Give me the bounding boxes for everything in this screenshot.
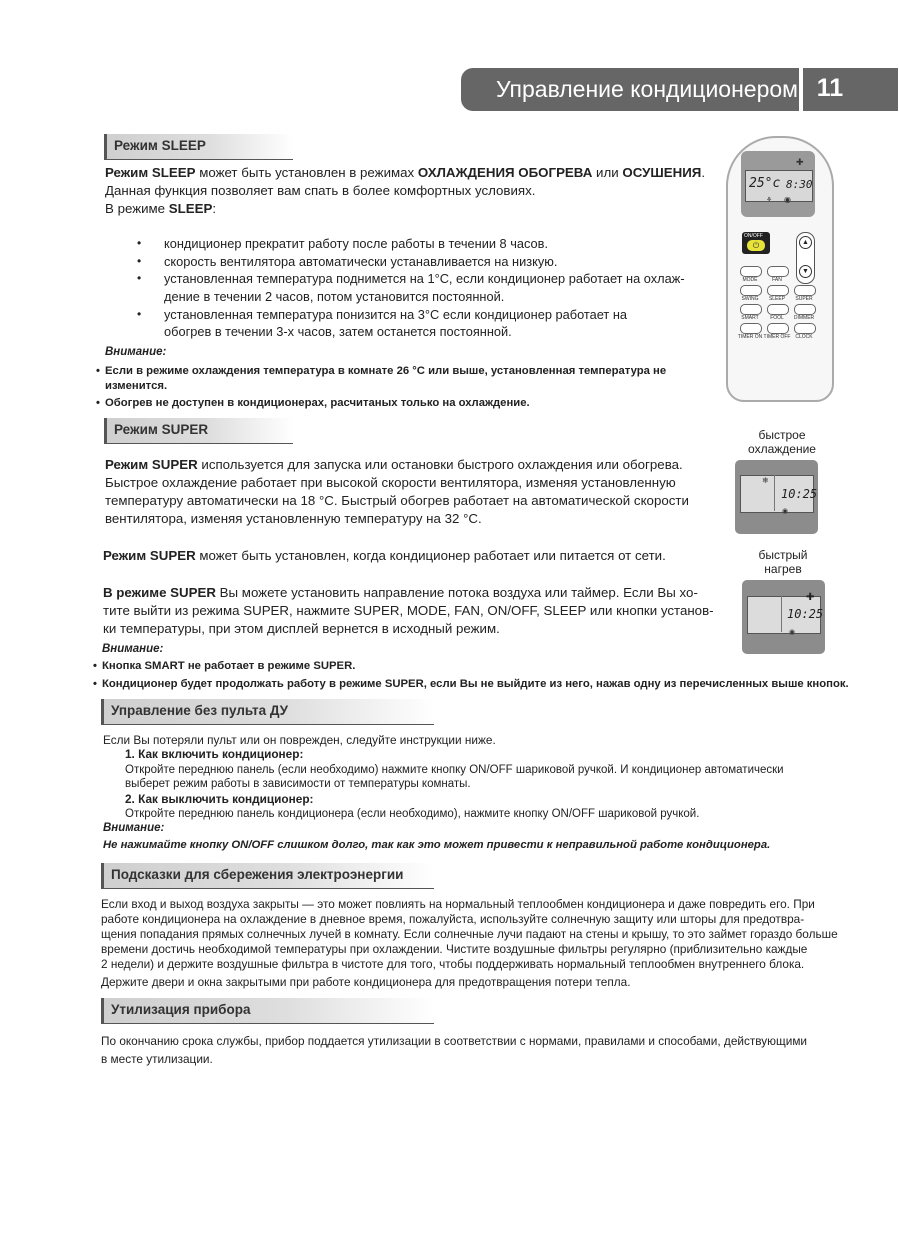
noremote-warning: Не нажимайте кнопку ON/OFF слишком долго, так как это может привести к неправильной работе кондиционера.: [103, 839, 771, 851]
mode-button[interactable]: [740, 266, 762, 277]
sun-icon: ◉: [782, 508, 789, 515]
section-heading-sleep: Режим SLEEP: [104, 134, 293, 160]
page-number: 11: [816, 74, 844, 102]
bullet-dot: •: [93, 678, 97, 690]
sleep-bullet-3: установленная температура поднимется на 1°C, если кондиционер работает на охлаж-: [164, 271, 685, 286]
disposal-line-1: По окончанию срока службы, прибор поддается утилизации в соответствии с нормами, правилами и способами, действующими: [101, 1034, 808, 1048]
sleep-warning-2: Обогрев не доступен в кондиционерах, расчитаных только на охлаждение.: [105, 397, 530, 409]
sleep-note-label: Внимание:: [105, 346, 167, 358]
clock-button[interactable]: [794, 323, 816, 334]
lcd-divider: [781, 596, 782, 632]
remote-lcd-time: 8:30: [786, 178, 813, 191]
smart-label: SMART: [741, 315, 759, 321]
temp-down-button[interactable]: ▼: [799, 265, 812, 278]
super-label: SUPER: [795, 296, 813, 302]
super-warning-2: Кондиционер будет продолжать работу в режиме SUPER, если Вы не выйдите из него, нажав одну из перечисленных выше кнопок.: [102, 678, 849, 690]
cool-caption-1: быстрое: [758, 428, 806, 442]
sun-icon: ◉: [784, 195, 791, 204]
noremote-step1-line-2: выберет режим работы в зависимости от температуры комнаты.: [125, 778, 471, 790]
sleep-warning-1-cont: изменится.: [105, 380, 168, 392]
noremote-note-label: Внимание:: [103, 822, 165, 834]
super-p3-line-2: тите выйти из режима SUPER, нажмите SUPER, MODE, FAN, ON/OFF, SLEEP или кнопки установ-: [103, 603, 714, 618]
bullet-dot: •: [96, 397, 100, 409]
bullet-dot: •: [137, 307, 142, 321]
heat-lcd-time: 10:25: [787, 607, 824, 621]
clock-label: CLOCK: [795, 334, 813, 340]
sleep-bullet-3-cont: дение в течении 2 часов, потом установится постоянной.: [164, 289, 505, 304]
sleep-line-2: Данная функция позволяет вам спать в более комфортных условиях.: [105, 183, 536, 198]
energy-line-3: щения попадания прямых солнечных лучей в комнату. Если солнечные лучи падают на стены и крышу, то это займет гораздо больше: [101, 927, 838, 941]
fan-label: FAN: [772, 277, 782, 283]
super-p1-line-1: Режим SUPER используется для запуска или остановки быстрого охлаждения или обогрева.: [105, 457, 683, 472]
super-p3-line-1: В режиме SUPER Вы можете установить направление потока воздуха или таймер. Если Вы хо-: [103, 585, 698, 600]
remote-lcd-temp: 25°c: [749, 176, 781, 191]
bullet-dot: •: [93, 660, 97, 672]
section-heading-no-remote: Управление без пульта ДУ: [101, 699, 434, 725]
cool-lcd-time: 10:25: [781, 487, 818, 501]
bullet-dot: •: [96, 365, 100, 377]
noremote-step2-line-1: Откройте переднюю панель кондиционера (если необходимо), нажмите кнопку ON/OFF шариковой ручкой.: [125, 808, 700, 820]
super-p1-line-2: Быстрое охлаждение работает при высокой скорости вентилятора, изменяя установленную: [105, 475, 676, 490]
super-button[interactable]: [794, 285, 816, 296]
dimmer-label: DIMMER: [793, 315, 815, 321]
sleep-bullet-1: кондиционер прекратит работу после работы в течении 8 часов.: [164, 236, 549, 251]
energy-line-4: времени достичь необходимой температуры при охлаждении. Чистите воздушные фильтры регулярно (приблизительно каждые: [101, 942, 808, 956]
noremote-intro: Если Вы потеряли пульт или он поврежден, следуйте инструкции ниже.: [103, 733, 496, 747]
sleep-button[interactable]: [767, 285, 789, 296]
fool-button[interactable]: [767, 304, 789, 315]
snowflake-icon: ❄: [762, 476, 769, 485]
sleep-warning-1: Если в режиме охлаждения температура в комнате 26 °С или выше, установленная температура не: [105, 365, 667, 377]
super-p1-line-4: вентилятора, изменяя установленную температуру на 32 °С.: [105, 511, 482, 526]
cool-caption-2: охлаждение: [748, 442, 816, 456]
super-warning-1: Кнопка SMART не работает в режиме SUPER.: [102, 660, 356, 672]
timer-off-label: TIMER OFF: [763, 334, 791, 340]
super-p1-line-3: температуру автоматически на 18 °С. Быстрый обогрев работает на автоматической скорости: [105, 493, 689, 508]
header-divider: [799, 68, 803, 111]
dimmer-button[interactable]: [794, 304, 816, 315]
super-note-label: Внимание:: [102, 643, 164, 655]
heat-caption-2: нагрев: [764, 562, 802, 576]
noremote-step1-line-1: Откройте переднюю панель (если необходимо) нажмите кнопку ON/OFF шариковой ручкой. И кондиционер автоматически: [125, 764, 784, 776]
section-heading-super: Режим SUPER: [104, 418, 293, 444]
sleep-bullet-4: установленная температура понизится на 3°C если кондиционер работает на: [164, 307, 628, 322]
section-heading-disposal: Утилизация прибора: [101, 998, 434, 1024]
swing-button[interactable]: [740, 285, 762, 296]
fan-button[interactable]: [767, 266, 789, 277]
sleep-bullet-2: скорость вентилятора автоматически устанавливается на низкую.: [164, 254, 558, 269]
super-p3-line-3: ки температуры, при этом дисплей вернется в исходный режим.: [103, 621, 500, 636]
heat-caption-1: быстрый: [758, 548, 808, 562]
fool-label: FOOL: [770, 315, 784, 321]
bullet-dot: •: [137, 271, 142, 285]
energy-line-1: Если вход и выход воздуха закрыты — это может повлиять на нормальный теплообмен кондиционера и даже повредить его. При: [101, 897, 815, 911]
sleep-label: SLEEP: [768, 296, 786, 302]
temp-up-button[interactable]: ▲: [799, 236, 812, 249]
timer-on-label: TIMER ON: [737, 334, 763, 340]
sleep-bullet-4-cont: обогрев в течении 3-х часов, затем останется постоянной.: [164, 324, 512, 339]
onoff-button[interactable]: ⏻: [747, 240, 765, 251]
timer-off-button[interactable]: [767, 323, 789, 334]
section-heading-energy: Подсказки для сбережения электроэнергии: [101, 863, 434, 889]
super-p2: Режим SUPER может быть установлен, когда кондиционер работает или питается от сети.: [103, 548, 666, 563]
noremote-step1-title: 1. Как включить кондиционер:: [125, 747, 304, 761]
sleep-line-3: В режиме SLEEP:: [105, 201, 217, 216]
energy-line-6: Держите двери и окна закрытыми при работе кондиционера для предотвращения потери тепла.: [101, 975, 631, 989]
onoff-label: ON/OFF: [744, 233, 763, 239]
sun-icon: ◉: [789, 629, 796, 636]
plus-icon: ✚: [806, 592, 815, 603]
disposal-line-2: в месте утилизации.: [101, 1052, 213, 1066]
energy-line-5: 2 недели) и держите воздушные фильтра в чистоте для того, чтобы поддерживать нормальный теплообмен внутреннего блока.: [101, 957, 805, 971]
bullet-dot: •: [137, 236, 142, 250]
lcd-divider: [774, 475, 775, 511]
energy-line-2: работе кондиционера на охлаждение в дневное время, пожалуйста, используйте солнечную защиту или шторы для предотвра-: [101, 912, 805, 926]
timer-on-button[interactable]: [740, 323, 762, 334]
noremote-step2-title: 2. Как выключить кондиционер:: [125, 792, 314, 806]
swing-label: SWING: [741, 296, 759, 302]
mode-icon: ⚘: [766, 197, 773, 204]
mode-label: MODE: [742, 277, 758, 283]
fan-icon: ✚: [796, 157, 804, 167]
smart-button[interactable]: [740, 304, 762, 315]
bullet-dot: •: [137, 254, 142, 268]
page-title: Управление кондиционером: [495, 76, 798, 102]
sleep-line-1: Режим SLEEP может быть установлен в режимах ОХЛАЖДЕНИЯ ОБОГРЕВА или ОСУШЕНИЯ.: [105, 165, 706, 180]
